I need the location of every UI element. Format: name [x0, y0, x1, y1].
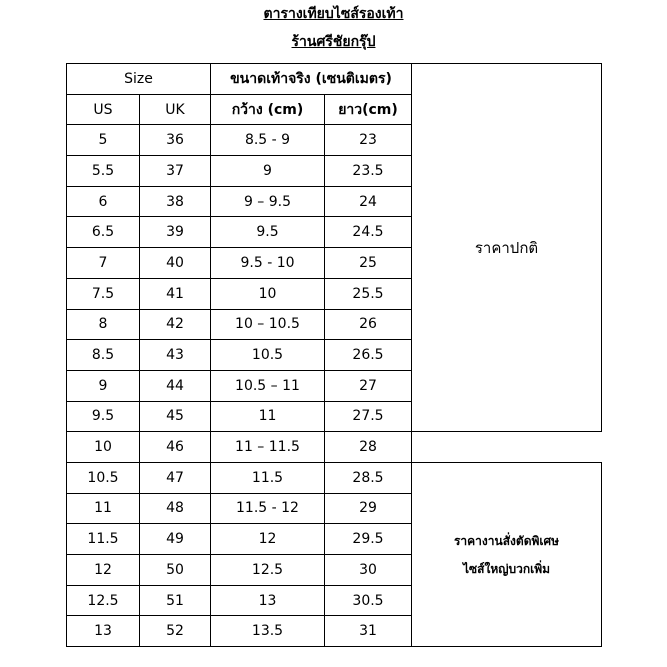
cell-width: 11 – 11.5: [211, 432, 325, 463]
cell-uk: 44: [140, 370, 211, 401]
cell-length: 25: [325, 248, 412, 279]
header-length: ยาว(cm): [325, 94, 412, 125]
cell-us: 11: [67, 493, 140, 524]
cell-us: 10: [67, 432, 140, 463]
cell-uk: 38: [140, 186, 211, 217]
cell-us: 11.5: [67, 524, 140, 555]
cell-width: 10 – 10.5: [211, 309, 325, 340]
cell-length: 26.5: [325, 340, 412, 371]
cell-length: 31: [325, 616, 412, 647]
table-row: [67, 432, 602, 463]
cell-length: 27: [325, 370, 412, 401]
cell-length: 30.5: [325, 585, 412, 616]
cell-uk: 43: [140, 340, 211, 371]
cell-width: 9.5 - 10: [211, 248, 325, 279]
cell-uk: 49: [140, 524, 211, 555]
cell-uk: 46: [140, 432, 211, 463]
cell-width: 11.5 - 12: [211, 493, 325, 524]
cell-width: 10.5 – 11: [211, 370, 325, 401]
cell-length: 23.5: [325, 156, 412, 187]
table-row: [67, 462, 602, 493]
cell-length: 27.5: [325, 401, 412, 432]
cell-us: 7.5: [67, 278, 140, 309]
cell-width: 9 – 9.5: [211, 186, 325, 217]
cell-width: 9: [211, 156, 325, 187]
header-us: US: [67, 94, 140, 125]
price-special-note: ไซส์ใหญ่บวกเพิ่ม: [462, 561, 551, 576]
cell-width: 10.5: [211, 340, 325, 371]
cell-uk: 42: [140, 309, 211, 340]
cell-uk: 48: [140, 493, 211, 524]
cell-length: 29.5: [325, 524, 412, 555]
cell-us: 8: [67, 309, 140, 340]
cell-width: 13.5: [211, 616, 325, 647]
cell-us: 10.5: [67, 462, 140, 493]
cell-width: 10: [211, 278, 325, 309]
header-foot-size: ขนาดเท้าจริง (เซนติเมตร): [211, 64, 412, 95]
cell-length: 23: [325, 125, 412, 156]
cell-length: 24.5: [325, 217, 412, 248]
cell-us: 7: [67, 248, 140, 279]
cell-uk: 47: [140, 462, 211, 493]
header-width: กว้าง (cm): [211, 94, 325, 125]
cell-length: 28: [325, 432, 412, 463]
price-special-label: ราคางานสั่งตัดพิเศษ: [453, 533, 560, 548]
header-size: Size: [67, 64, 211, 95]
page-title: ตารางเทียบไซส์รองเท้า: [263, 6, 404, 22]
cell-length: 24: [325, 186, 412, 217]
cell-us: 5: [67, 125, 140, 156]
cell-width: 12: [211, 524, 325, 555]
cell-us: 6: [67, 186, 140, 217]
cell-length: 30: [325, 555, 412, 586]
cell-uk: 50: [140, 555, 211, 586]
cell-length: 28.5: [325, 462, 412, 493]
cell-uk: 37: [140, 156, 211, 187]
cell-us: 12: [67, 555, 140, 586]
cell-us: 12.5: [67, 585, 140, 616]
cell-length: 25.5: [325, 278, 412, 309]
cell-length: 29: [325, 493, 412, 524]
price-normal-label: ราคาปกติ: [474, 238, 539, 257]
cell-uk: 36: [140, 125, 211, 156]
cell-width: 9.5: [211, 217, 325, 248]
cell-uk: 41: [140, 278, 211, 309]
price-special-cell: [412, 462, 602, 646]
cell-uk: 51: [140, 585, 211, 616]
cell-us: 5.5: [67, 156, 140, 187]
shop-name: ร้านศรีชัยกรุ๊ป: [291, 34, 376, 50]
cell-uk: 45: [140, 401, 211, 432]
cell-width: 13: [211, 585, 325, 616]
cell-uk: 52: [140, 616, 211, 647]
cell-width: 8.5 - 9: [211, 125, 325, 156]
price-normal-cell: [412, 64, 602, 432]
cell-width: 12.5: [211, 555, 325, 586]
cell-width: 11: [211, 401, 325, 432]
cell-us: 9.5: [67, 401, 140, 432]
size-chart-table: [66, 63, 602, 647]
cell-uk: 40: [140, 248, 211, 279]
cell-uk: 39: [140, 217, 211, 248]
cell-us: 13: [67, 616, 140, 647]
cell-length: 26: [325, 309, 412, 340]
cell-width: 11.5: [211, 462, 325, 493]
header-row: [67, 64, 602, 95]
cell-us: 6.5: [67, 217, 140, 248]
cell-us: 8.5: [67, 340, 140, 371]
header-uk: UK: [140, 94, 211, 125]
cell-us: 9: [67, 370, 140, 401]
